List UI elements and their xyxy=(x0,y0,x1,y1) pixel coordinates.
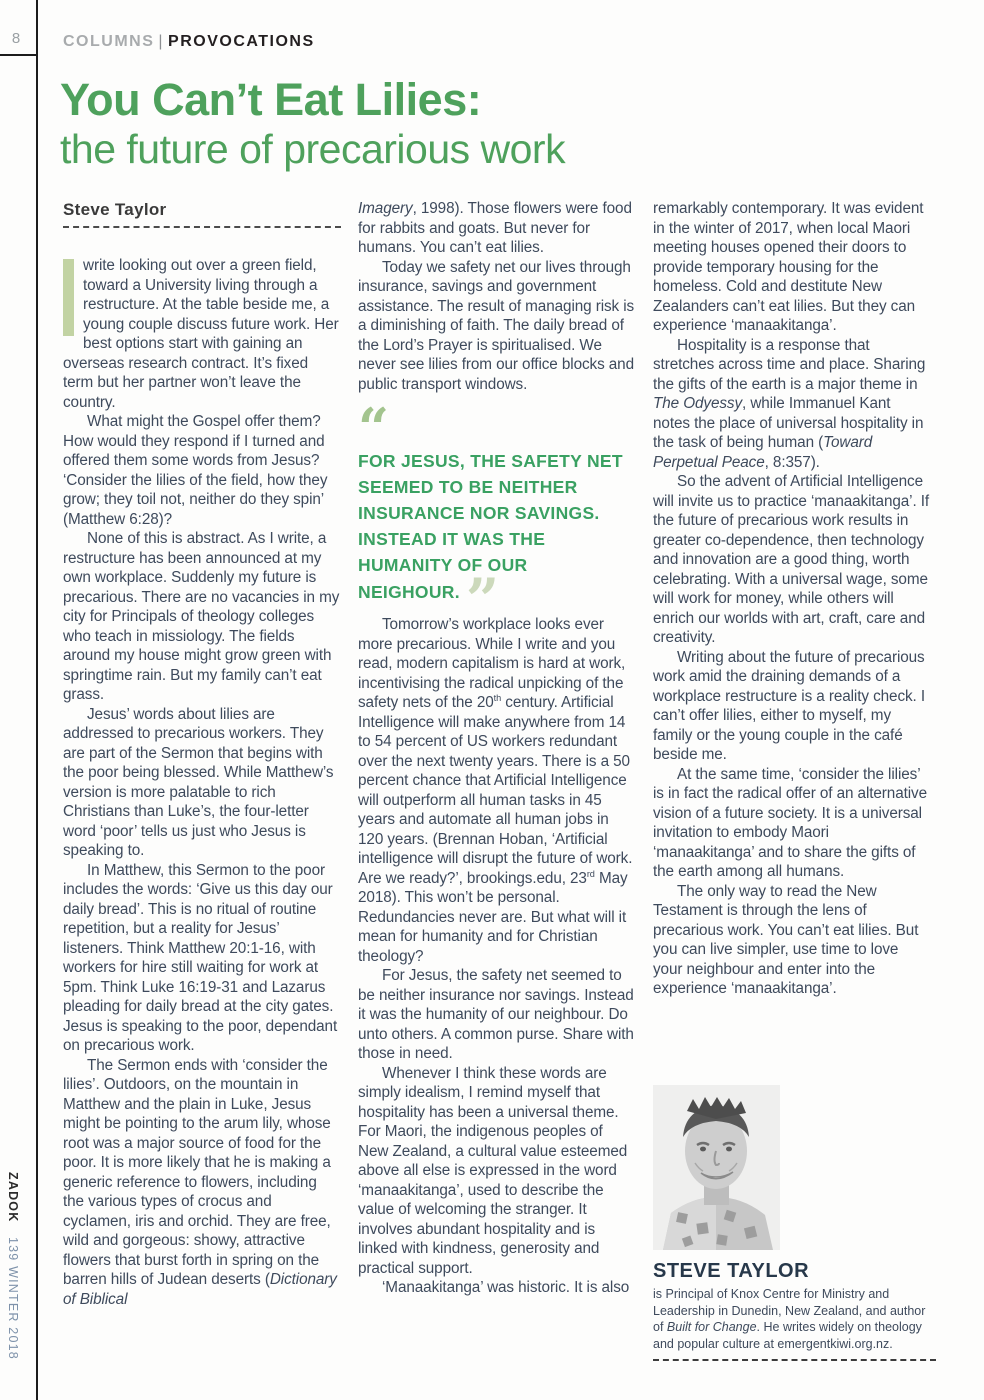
bio-text-run: is Principal of Knox Centre for Ministry and Leadership in Dunedin, New Zealand, and author of xyxy=(653,1287,926,1334)
paragraph: Whenever I think these words are simply idealism, I remind myself that hospitality has been a universal theme. For Maori, the indigenous peoples of New Zealand, a cultural value esteemed above all else is expressed in the word ‘manaakitanga’, used to describe the value of welcoming the stranger. It involves abundant hospitality and is linked with kindness, generosity and practical support. xyxy=(358,1064,628,1277)
paragraph: The only way to read the New Testament is through the lens of precarious work. You can’t eat lilies. But you can live simpler, use time to love your neighbour and enter into the experience ‘manaakitanga’. xyxy=(653,882,919,997)
book-title: Built for Change xyxy=(666,1320,757,1334)
bio-text xyxy=(653,1286,936,1352)
paragraph: ‘Manaakitanga’ was historic. It is also xyxy=(382,1279,630,1296)
paragraph-text: write looking out over a green field, toward a University living through a restructure. At the table beside me, a young couple discuss future work. Her best options start with gaining an overseas research contract. It’s fixed term but her partner won’t leave the country. xyxy=(63,257,339,411)
page-number-rule xyxy=(0,54,37,56)
paragraph: Writing about the future of precarious work amid the draining demands of a workplace restructure is a reality check. I can’t offer lilies, either to myself, my family or the young couple in the café beside me. xyxy=(653,648,925,763)
bio-text-run: . He writes widely on theology and popular culture at emergentkiwi.org.nz. xyxy=(653,1320,922,1351)
ordinal-superscript: rd xyxy=(586,868,595,879)
kicker-separator: | xyxy=(158,33,165,50)
magazine-name: ZADOK xyxy=(6,1172,20,1223)
title-line-1: You Can’t Eat Lilies: xyxy=(60,74,482,125)
ordinal-superscript: th xyxy=(493,692,502,703)
drop-cap-i xyxy=(63,259,74,336)
kicker xyxy=(63,33,315,51)
paragraph: None of this is abstract. As I write, a restructure has been announced at my own workplace. Suddenly my future is precarious. There are no vacancies in my city for Principals of theology colleges who teach in missiology. The fields around my house might grow green with springtime rain. But my family can’t eat grass. xyxy=(63,530,340,703)
pull-quote xyxy=(358,396,636,634)
paragraph-text: , while Immanuel Kant notes the place of universal hospitality in the task of being human ( xyxy=(653,395,924,451)
author-photo xyxy=(653,1085,780,1250)
pull-quote-text: FOR JESUS, THE SAFETY NET SEEMED TO BE NEITHER INSURANCE NOR SAVINGS. INSTEAD IT WAS THE HUMANITY OF OUR NEIGHOUR. xyxy=(358,451,623,602)
byline-dashed-rule xyxy=(63,226,341,228)
book-title: Toward Perpetual Peace xyxy=(653,434,873,471)
paragraph xyxy=(653,336,931,473)
kicker-column: PROVOCATIONS xyxy=(168,33,315,50)
paragraph xyxy=(63,1056,341,1310)
body-column-3 xyxy=(653,199,931,999)
bio-name: STEVE TAYLOR xyxy=(653,1260,810,1282)
paragraph-text: Tomorrow’s workplace looks ever more precarious. While I write and you read, modern capitalism is hard at work, incentivising the radical unpicking of the safety nets of the 20 xyxy=(358,616,626,711)
paragraph: At the same time, ‘consider the lilies’ is in fact the radical offer of an alternative vision of a future society. It is a universal invitation to embody Maori ‘manaakitanga’ and to share the gifts of the earth among all humans. xyxy=(653,765,928,880)
paragraph-text: The Sermon ends with ‘consider the lilies’. Outdoors, on the mountain in Matthew and the plain in Luke, Jesus might be pointing to the arum lily, whose root was a major source of food for the poor. It is more likely that he is making a generic reference to flowers, including the various types of crocus and cyclamen, iris and orchid. They are free, wild and gorgeous: showy, attractive flowers that burst forth in spring on the barren hills of Judean deserts ( xyxy=(63,1056,331,1288)
book-title: The Odyessy xyxy=(653,395,743,412)
body-column-1 xyxy=(63,256,341,1309)
left-vertical-rule xyxy=(36,0,38,1400)
paragraph: So the advent of Artificial Intelligence will invite us to practice ‘manaakitanga’. If the future of precarious work results in greater co-dependence, then technology and innovation are a good thing, worth celebrating. With a universal wage, some will work for money, while others will enrich our worlds with art, craft, care and creativity. xyxy=(653,473,930,646)
issue-label: 139 WINTER 2018 xyxy=(6,1237,20,1361)
paragraph-text: century. Artificial Intelligence will make anywhere from 14 to 54 percent of US workers redundant over the next twenty years. There is a 50 percent chance that Artificial Intelligence will outperform all human tasks in 45 years and automate all human jobs in 120 years. (Brennan Hoban, ‘Artificial intelligence will disrupt the future of work. Are we ready?’, brookings.edu, 23 xyxy=(358,694,633,887)
body-column-2 xyxy=(358,199,636,1298)
book-title: Dictionary of Biblical xyxy=(63,1271,337,1308)
paragraph: Today we safety net our lives through insurance, savings and government assistance. The result of managing risk is a diminishing of faith. The daily bread of the Lord’s Prayer is spiritualised. We never see lilies from our office blocks and public transport windows. xyxy=(358,258,635,393)
paragraph: What might the Gospel offer them? How would they respond if I turned and offered them some words from Jesus? ‘Consider the lilies of the field, how they grow; they toil not, neither do they spin’ (Matthew 6:28)? xyxy=(63,413,328,528)
paragraph xyxy=(358,199,636,258)
paragraph xyxy=(358,615,636,966)
page-number: 8 xyxy=(11,30,21,47)
paragraph xyxy=(63,256,341,412)
kicker-section: COLUMNS xyxy=(63,33,155,50)
paragraph: Jesus’ words about lilies are addressed to precarious workers. They are part of the Sermon that begins with the poor being blessed. While Matthew’s version is more palatable to rich Christians than Luke’s, the four-letter word ‘poor’ tells us just who Jesus is speaking to. xyxy=(63,705,334,859)
close-quote-icon: ” xyxy=(465,566,500,634)
title-line-2: the future of precarious work xyxy=(60,126,566,172)
author-name: Steve Taylor xyxy=(63,200,167,219)
paragraph-text: , 8:357). xyxy=(764,453,820,471)
spine-label xyxy=(6,1172,20,1361)
paragraph: In Matthew, this Sermon to the poor includes the words: ‘Give us this day our daily bread’. This is no ritual of routine repetition, but a reality for Jesus’ listeners. Think Matthew 20:1-16, with workers for hire still waiting for work at 5pm. Think Luke 16:19-31 and Lazarus pleading for daily bread at the city gates. Jesus is speaking to the poor, dependant on precarious work. xyxy=(63,861,338,1054)
open-quote-icon: “ xyxy=(358,396,389,460)
author-bio xyxy=(653,1085,936,1361)
paragraph: For Jesus, the safety net seemed to be neither insurance nor savings. Instead it was the humanity of our neighbour. Do unto others. A common purse. Share with those in need. xyxy=(358,967,634,1062)
paragraph-text: , 1998). Those flowers were food for rabbits and goats. But never for humans. You can’t eat lilies. xyxy=(358,200,632,256)
book-title: Imagery xyxy=(358,200,413,217)
article-title xyxy=(60,74,565,172)
byline xyxy=(63,200,341,228)
paragraph-text: May 2018). This won’t be personal. Redundancies never are. But what will it mean for humanity and for Christian theology? xyxy=(358,869,628,965)
paragraph-text: Hospitality is a response that stretches across time and place. Sharing the gifts of the earth is a major theme in xyxy=(653,336,926,393)
paragraph: remarkably contemporary. It was evident in the winter of 2017, when local Maori meeting houses opened their doors to provide temporary housing for the homeless. Cold and destitute New Zealanders can’t eat lilies. But they can experience ‘manaakitanga’. xyxy=(653,200,924,334)
bio-dashed-rule xyxy=(653,1359,936,1361)
